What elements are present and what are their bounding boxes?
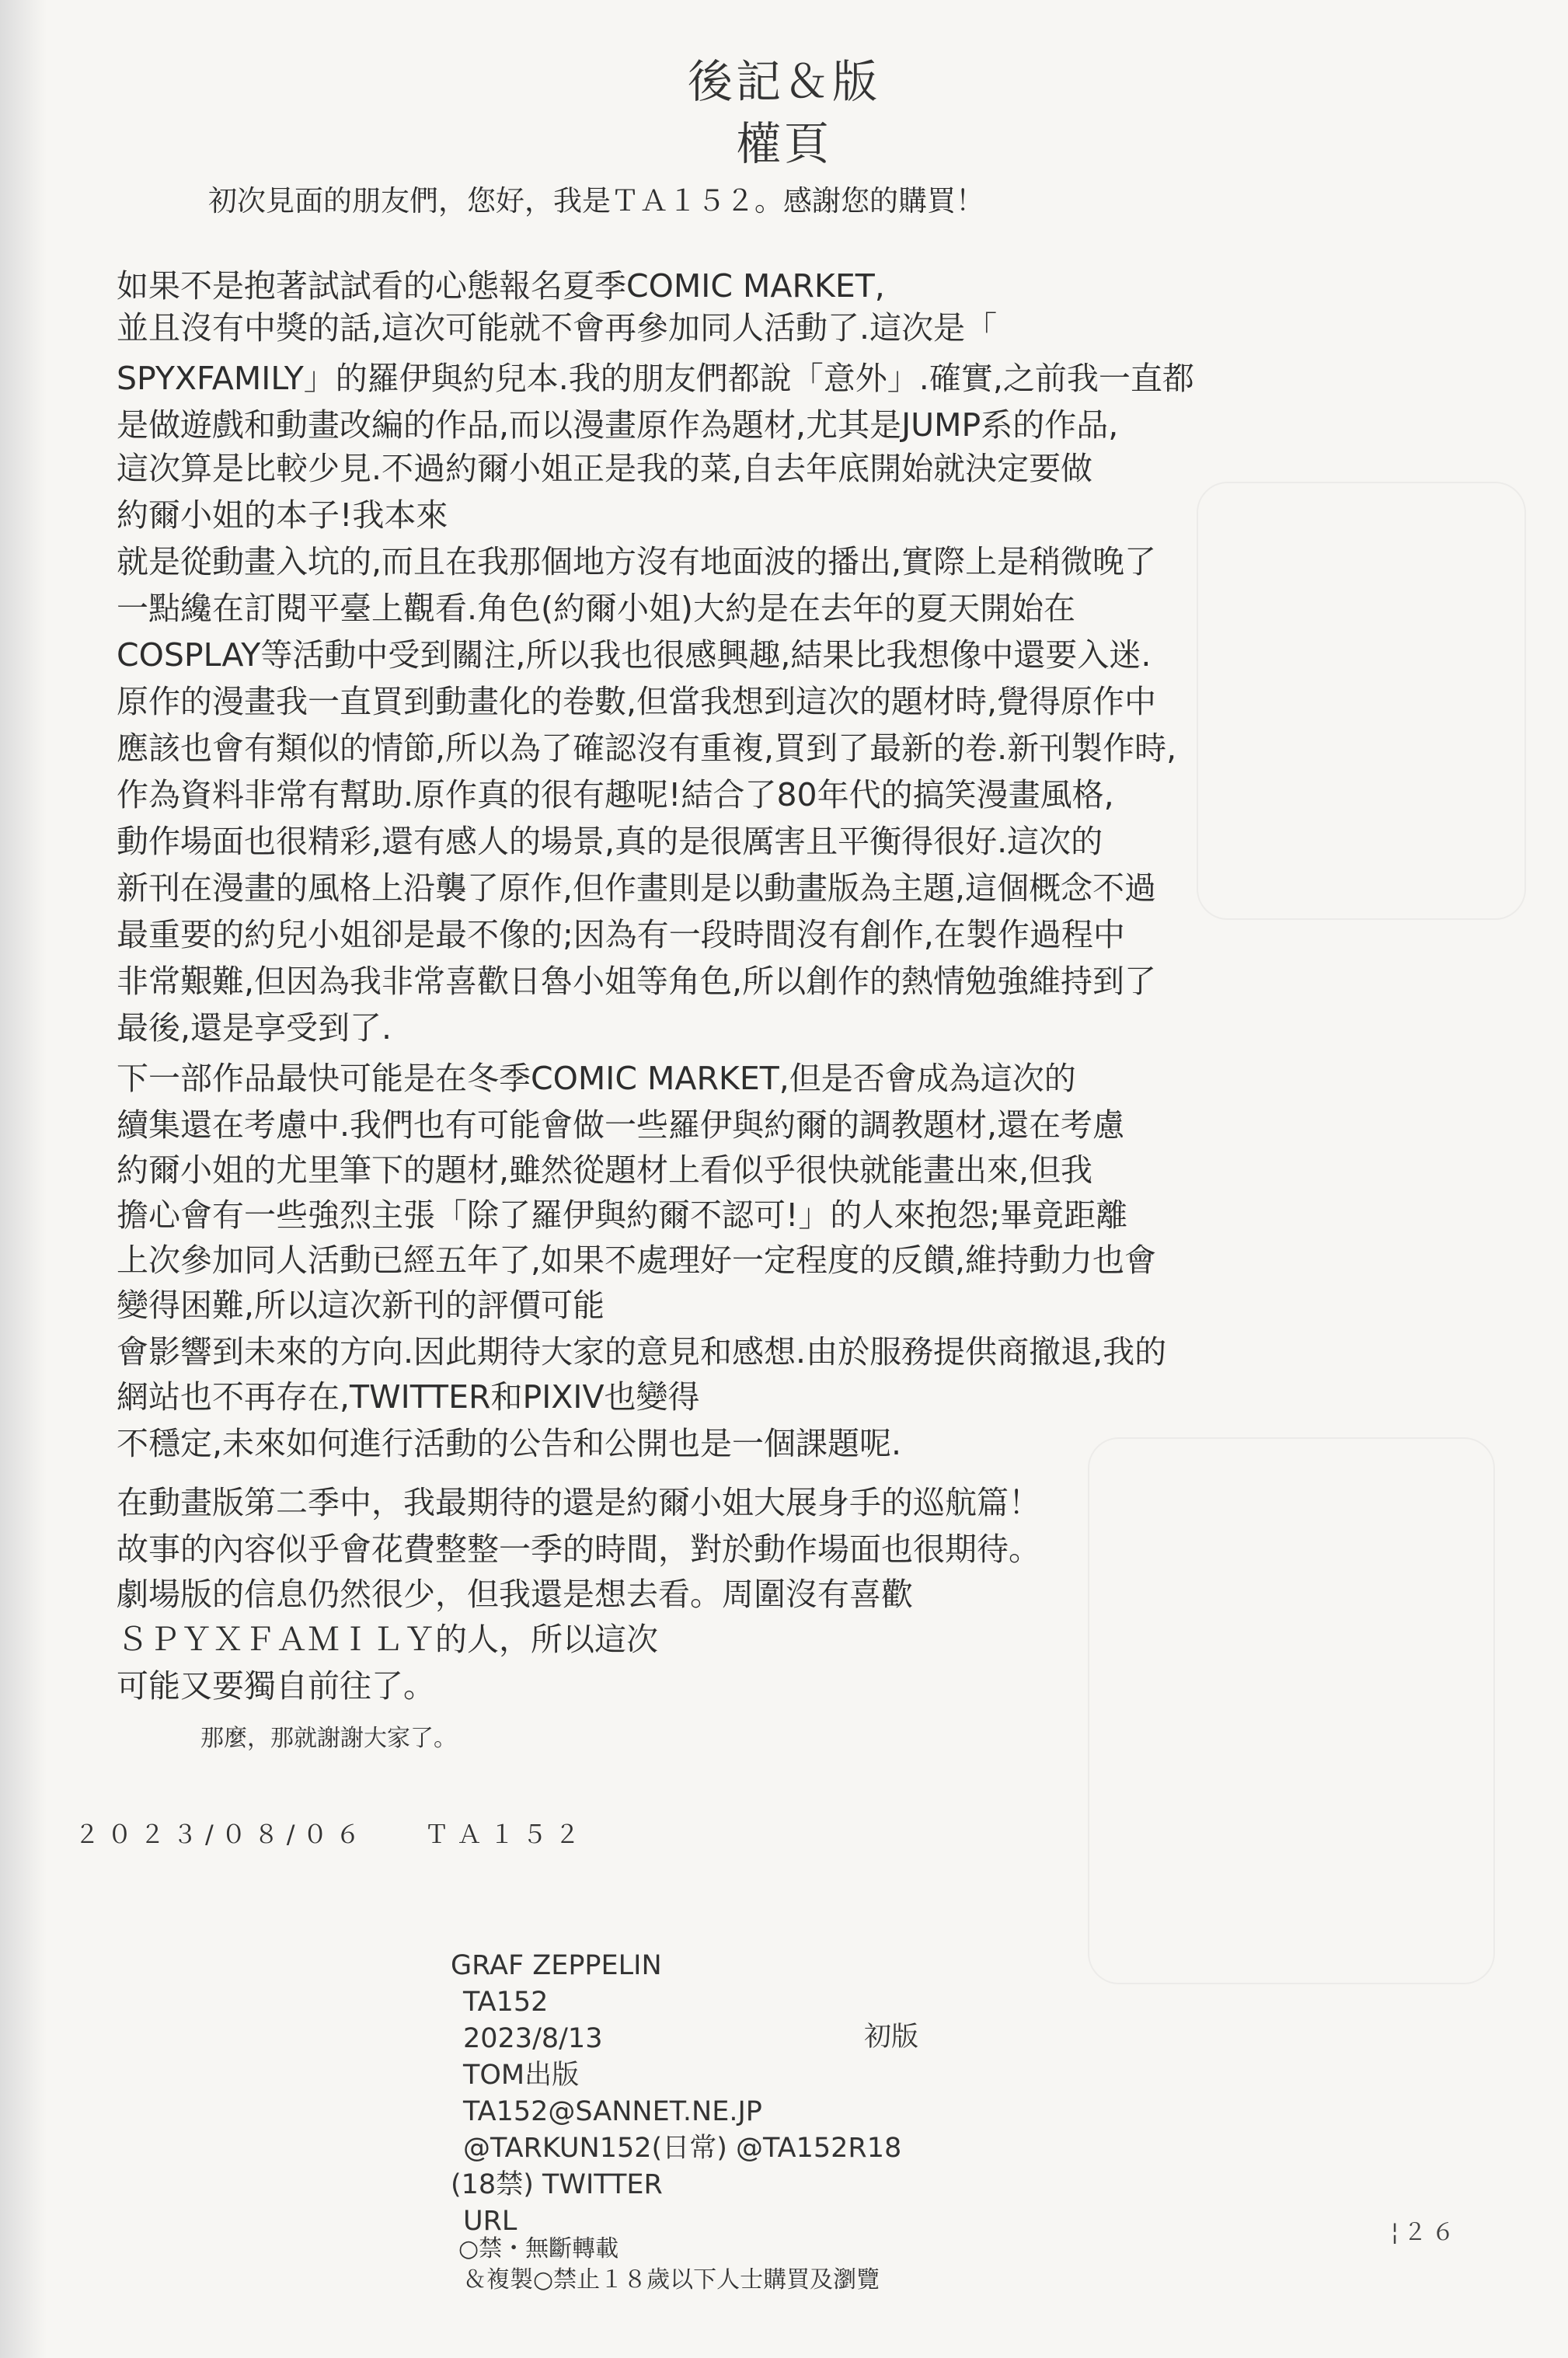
paragraph-1-line: 新刊在漫畫的風格上沿襲了原作,但作畫則是以動畫版為主題,這個概念不過 bbox=[117, 869, 1157, 907]
paragraph-3-line: ＳＰＹＸＦＡＭＩＬＹ的人，所以這次 bbox=[117, 1621, 658, 1658]
colophon-url-label: URL bbox=[463, 2206, 517, 2237]
closing-line: 那麼，那就謝謝大家了。 bbox=[200, 1725, 457, 1752]
paragraph-2-line: 約爾小姐的尤里筆下的題材,雖然從題材上看似乎很快就能畫出來,但我 bbox=[117, 1151, 1093, 1189]
colophon-title: GRAF ZEPPELIN bbox=[451, 1950, 662, 1981]
paragraph-2-line: 不穩定,未來如何進行活動的公告和公開也是一個課題呢. bbox=[117, 1425, 902, 1462]
paragraph-1-line: SPYXFAMILY」的羅伊與約兒本.我的朋友們都說「意外」.確實,之前我一直都 bbox=[117, 360, 1194, 397]
colophon-email: TA152@SANNET.NE.JP bbox=[463, 2096, 762, 2127]
paragraph-1-line: 就是從動畫入坑的,而且在我那個地方沒有地面波的播出,實際上是稍微晚了 bbox=[117, 543, 1157, 580]
paragraph-1-line: 應該也會有類似的情節,所以為了確認沒有重複,買到了最新的卷.新刊製作時, bbox=[117, 730, 1177, 767]
colophon-accounts: @TARKUN152(日常) @TA152R18 bbox=[463, 2133, 902, 2164]
paragraph-1-line: 原作的漫畫我一直買到動畫化的卷數,但當我想到這次的題材時,覺得原作中 bbox=[117, 683, 1157, 720]
paragraph-1-line: 最後,還是享受到了. bbox=[117, 1009, 392, 1047]
colophon-author: TA152 bbox=[463, 1987, 549, 2018]
paragraph-3-line: 在動畫版第二季中，我最期待的還是約爾小姐大展身手的巡航篇！ bbox=[117, 1484, 1040, 1521]
paragraph-1-line: 這次算是比較少見.不過約爾小姐正是我的菜,自去年底開始就決定要做 bbox=[117, 450, 1093, 487]
page-number: ¦２６ bbox=[1391, 2219, 1460, 2246]
paragraph-1-line: 約爾小姐的本子!我本來 bbox=[117, 496, 448, 534]
colophon-twitter-label: (18禁) TWITTER bbox=[451, 2169, 663, 2200]
background-sketch bbox=[1197, 482, 1526, 920]
paragraph-3-line: 劇場版的信息仍然很少，但我還是想去看。周圍沒有喜歡 bbox=[117, 1576, 913, 1613]
paragraph-1-line: 最重要的約兒小姐卻是最不像的;因為有一段時間沒有創作,在製作過程中 bbox=[117, 916, 1125, 953]
paragraph-2-line: 續集還在考慮中.我們也有可能會做一些羅伊與約爾的調教題材,還在考慮 bbox=[117, 1106, 1125, 1144]
paragraph-2-line: 擔心會有一些強烈主張「除了羅伊與約爾不認可!」的人來抱怨;畢竟距離 bbox=[117, 1196, 1128, 1234]
colophon-notice-reprint: ○禁・無斷轉載 bbox=[458, 2235, 619, 2262]
paragraph-3-line: 可能又要獨自前往了。 bbox=[117, 1667, 435, 1705]
colophon-edition: 初版 bbox=[864, 2022, 919, 2053]
paragraph-1-line: 如果不是抱著試試看的心態報名夏季COMIC MARKET, bbox=[117, 267, 885, 305]
colophon-date: 2023/8/13 bbox=[463, 2023, 603, 2054]
paragraph-1-line: 並且沒有中獎的話,這次可能就不會再參加同人活動了.這次是「 bbox=[117, 309, 998, 347]
paragraph-3-line: 故事的內容似乎會花費整整一季的時間，對於動作場面也很期待。 bbox=[117, 1531, 1040, 1568]
page-title-line-2: 權頁 bbox=[735, 117, 832, 170]
signature-author: ＴＡ１５２ bbox=[424, 1820, 588, 1849]
colophon-publisher: TOM出版 bbox=[463, 2060, 580, 2091]
paragraph-1-line: 作為資料非常有幫助.原作真的很有趣呢!結合了80年代的搞笑漫畫風格, bbox=[117, 776, 1114, 813]
paragraph-1-line: 非常艱難,但因為我非常喜歡日魯小姐等角色,所以創作的熱情勉強維持到了 bbox=[117, 963, 1157, 1000]
paragraph-1-line: 是做遊戲和動畫改編的作品,而以漫畫原作為題材,尤其是JUMP系的作品, bbox=[117, 406, 1119, 444]
paragraph-2-line: 下一部作品最快可能是在冬季COMIC MARKET,但是否會成為這次的 bbox=[117, 1060, 1076, 1097]
colophon-notice-age: ＆複製○禁止１８歲以下人士購買及瀏覽 bbox=[463, 2266, 880, 2294]
greeting-line: 初次見面的朋友們，您好，我是ＴＡ１５２。感謝您的購買！ bbox=[208, 184, 984, 218]
background-sketch bbox=[1088, 1437, 1495, 1984]
signature-date: ２０２３/０８/０６ bbox=[75, 1820, 368, 1849]
paragraph-1-line: COSPLAY等活動中受到關注,所以我也很感興趣,結果比我想像中還要入迷. bbox=[117, 636, 1152, 674]
paragraph-1-line: 一點纔在訂閱平臺上觀看.角色(約爾小姐)大約是在去年的夏天開始在 bbox=[117, 590, 1076, 627]
paragraph-1-line: 動作場面也很精彩,還有感人的場景,真的是很厲害且平衡得很好.這次的 bbox=[117, 823, 1103, 860]
binding-gutter-shadow bbox=[0, 0, 47, 2358]
paragraph-2-line: 網站也不再存在,TWITTER和PIXIV也變得 bbox=[117, 1378, 700, 1416]
paragraph-2-line: 上次參加同人活動已經五年了,如果不處理好一定程度的反饋,維持動力也會 bbox=[117, 1242, 1157, 1279]
paragraph-2-line: 會影響到未來的方向.因此期待大家的意見和感想.由於服務提供商撤退,我的 bbox=[117, 1333, 1167, 1371]
paragraph-2-line: 變得困難,所以這次新刊的評價可能 bbox=[117, 1287, 605, 1324]
page-title: 後記＆版 bbox=[687, 55, 880, 108]
